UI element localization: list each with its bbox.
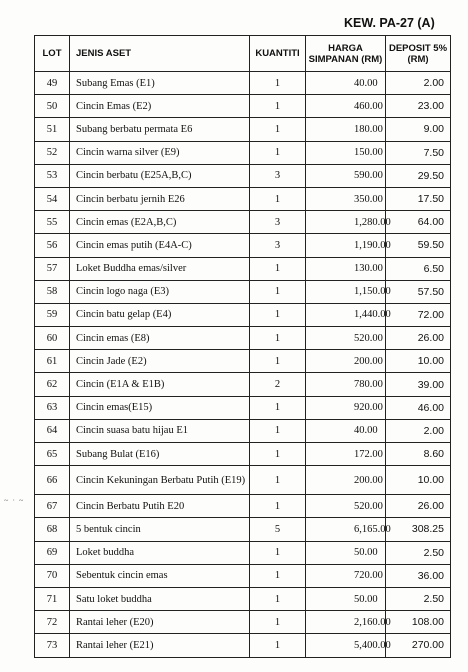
lot-cell: 66: [35, 466, 70, 495]
asset-name-cell: Cincin Emas (E2): [70, 95, 250, 118]
lot-cell: 58: [35, 280, 70, 303]
deposit-cell: 270.00: [386, 634, 451, 657]
price-cell: 1,280.00: [306, 211, 386, 234]
quantity-cell: 1: [250, 72, 306, 95]
asset-name-cell: Cincin emas (E8): [70, 327, 250, 350]
asset-name-cell: 5 bentuk cincin: [70, 518, 250, 541]
asset-name-cell: Sebentuk cincin emas: [70, 564, 250, 587]
lot-cell: 67: [35, 495, 70, 518]
deposit-cell: 308.25: [386, 518, 451, 541]
table-row: [35, 611, 451, 634]
deposit-cell: 29.50: [386, 164, 451, 187]
deposit-cell: 36.00: [386, 564, 451, 587]
deposit-cell: 46.00: [386, 396, 451, 419]
table-row: [35, 541, 451, 564]
quantity-cell: 1: [250, 495, 306, 518]
lot-cell: 50: [35, 95, 70, 118]
deposit-cell: 7.50: [386, 141, 451, 164]
lot-cell: 56: [35, 234, 70, 257]
deposit-cell: 6.50: [386, 257, 451, 280]
table-row: [35, 564, 451, 587]
table-row: [35, 518, 451, 541]
asset-name-cell: Subang Emas (E1): [70, 72, 250, 95]
deposit-cell: 9.00: [386, 118, 451, 141]
table-row: [35, 164, 451, 187]
lot-cell: 71: [35, 587, 70, 610]
price-cell: 172.00: [306, 443, 386, 466]
deposit-cell: 72.00: [386, 303, 451, 326]
lot-cell: 68: [35, 518, 70, 541]
asset-name-cell: Satu loket buddha: [70, 587, 250, 610]
table-row: [35, 587, 451, 610]
table-row: [35, 634, 451, 657]
deposit-cell: 26.00: [386, 327, 451, 350]
lot-cell: 60: [35, 327, 70, 350]
lot-cell: 73: [35, 634, 70, 657]
deposit-cell: 59.50: [386, 234, 451, 257]
asset-name-cell: Cincin (E1A & E1B): [70, 373, 250, 396]
price-cell: 50.00: [306, 587, 386, 610]
table-row: [35, 95, 451, 118]
quantity-cell: 1: [250, 118, 306, 141]
deposit-cell: 10.00: [386, 466, 451, 495]
deposit-cell: 2.00: [386, 72, 451, 95]
price-cell: 780.00: [306, 373, 386, 396]
asset-name-cell: Cincin suasa batu hijau E1: [70, 419, 250, 442]
price-cell: 40.00: [306, 419, 386, 442]
deposit-cell: 2.00: [386, 419, 451, 442]
quantity-cell: 1: [250, 541, 306, 564]
header-kuantiti: KUANTITI: [250, 36, 306, 72]
deposit-cell: 108.00: [386, 611, 451, 634]
lot-cell: 55: [35, 211, 70, 234]
quantity-cell: 1: [250, 303, 306, 326]
price-cell: 920.00: [306, 396, 386, 419]
deposit-cell: 39.00: [386, 373, 451, 396]
lot-cell: 70: [35, 564, 70, 587]
quantity-cell: 2: [250, 373, 306, 396]
header-row: [35, 36, 451, 72]
table-row: [35, 419, 451, 442]
table-row: [35, 280, 451, 303]
table-row: [35, 443, 451, 466]
header-harga-simpanan: HARGA SIMPANAN (RM): [306, 36, 386, 72]
price-cell: 6,165.00: [306, 518, 386, 541]
deposit-cell: 2.50: [386, 541, 451, 564]
lot-cell: 52: [35, 141, 70, 164]
table-row: [35, 303, 451, 326]
quantity-cell: 1: [250, 634, 306, 657]
deposit-cell: 10.00: [386, 350, 451, 373]
quantity-cell: 1: [250, 280, 306, 303]
price-cell: 590.00: [306, 164, 386, 187]
lot-cell: 61: [35, 350, 70, 373]
table-row: [35, 495, 451, 518]
asset-name-cell: Cincin Kekuningan Berbatu Putih (E19): [70, 466, 250, 495]
price-cell: 2,160.00: [306, 611, 386, 634]
quantity-cell: 1: [250, 611, 306, 634]
price-cell: 1,440.00: [306, 303, 386, 326]
price-cell: 1,190.00: [306, 234, 386, 257]
deposit-cell: 17.50: [386, 187, 451, 210]
table-row: [35, 118, 451, 141]
deposit-cell: 57.50: [386, 280, 451, 303]
asset-name-cell: Cincin emas putih (E4A-C): [70, 234, 250, 257]
price-cell: 180.00: [306, 118, 386, 141]
quantity-cell: 1: [250, 419, 306, 442]
quantity-cell: 3: [250, 234, 306, 257]
header-jenis-aset: JENIS ASET: [70, 36, 250, 72]
quantity-cell: 1: [250, 141, 306, 164]
table-row: [35, 396, 451, 419]
scan-artifact: ~ · ~: [4, 496, 25, 505]
lot-cell: 63: [35, 396, 70, 419]
table-row: [35, 187, 451, 210]
lot-cell: 53: [35, 164, 70, 187]
lot-cell: 59: [35, 303, 70, 326]
asset-name-cell: Cincin emas (E2A,B,C): [70, 211, 250, 234]
price-cell: 150.00: [306, 141, 386, 164]
header-lot: LOT: [35, 36, 70, 72]
quantity-cell: 1: [250, 396, 306, 419]
quantity-cell: 1: [250, 95, 306, 118]
asset-table: [34, 35, 451, 658]
price-cell: 130.00: [306, 257, 386, 280]
quantity-cell: 1: [250, 443, 306, 466]
lot-cell: 69: [35, 541, 70, 564]
form-code: KEW. PA-27 (A): [344, 16, 435, 30]
lot-cell: 57: [35, 257, 70, 280]
asset-name-cell: Cincin Jade (E2): [70, 350, 250, 373]
lot-cell: 65: [35, 443, 70, 466]
table-row: [35, 327, 451, 350]
price-cell: 200.00: [306, 350, 386, 373]
asset-name-cell: Rantai leher (E21): [70, 634, 250, 657]
asset-name-cell: Subang Bulat (E16): [70, 443, 250, 466]
lot-cell: 54: [35, 187, 70, 210]
quantity-cell: 1: [250, 350, 306, 373]
asset-name-cell: Subang berbatu permata E6: [70, 118, 250, 141]
asset-name-cell: Cincin berbatu jernih E26: [70, 187, 250, 210]
price-cell: 1,150.00: [306, 280, 386, 303]
quantity-cell: 1: [250, 564, 306, 587]
asset-name-cell: Loket buddha: [70, 541, 250, 564]
price-cell: 720.00: [306, 564, 386, 587]
quantity-cell: 1: [250, 466, 306, 495]
price-cell: 40.00: [306, 72, 386, 95]
table-row: [35, 466, 451, 495]
asset-name-cell: Loket Buddha emas/silver: [70, 257, 250, 280]
lot-cell: 62: [35, 373, 70, 396]
asset-table-body: [35, 72, 451, 658]
quantity-cell: 3: [250, 211, 306, 234]
asset-name-cell: Cincin berbatu (E25A,B,C): [70, 164, 250, 187]
quantity-cell: 1: [250, 187, 306, 210]
lot-cell: 51: [35, 118, 70, 141]
quantity-cell: 1: [250, 257, 306, 280]
deposit-cell: 2.50: [386, 587, 451, 610]
asset-name-cell: Cincin emas(E15): [70, 396, 250, 419]
lot-cell: 72: [35, 611, 70, 634]
price-cell: 350.00: [306, 187, 386, 210]
quantity-cell: 1: [250, 587, 306, 610]
deposit-cell: 26.00: [386, 495, 451, 518]
table-row: [35, 72, 451, 95]
price-cell: 200.00: [306, 466, 386, 495]
asset-name-cell: Cincin Berbatu Putih E20: [70, 495, 250, 518]
quantity-cell: 5: [250, 518, 306, 541]
table-row: [35, 373, 451, 396]
table-row: [35, 141, 451, 164]
price-cell: 50.00: [306, 541, 386, 564]
deposit-cell: 64.00: [386, 211, 451, 234]
lot-cell: 64: [35, 419, 70, 442]
quantity-cell: 1: [250, 327, 306, 350]
deposit-cell: 8.60: [386, 443, 451, 466]
asset-name-cell: Rantai leher (E20): [70, 611, 250, 634]
quantity-cell: 3: [250, 164, 306, 187]
price-cell: 460.00: [306, 95, 386, 118]
asset-name-cell: Cincin warna silver (E9): [70, 141, 250, 164]
header-deposit: DEPOSIT 5% (RM): [386, 36, 451, 72]
lot-cell: 49: [35, 72, 70, 95]
table-row: [35, 234, 451, 257]
table-row: [35, 211, 451, 234]
deposit-cell: 23.00: [386, 95, 451, 118]
price-cell: 520.00: [306, 327, 386, 350]
table-row: [35, 350, 451, 373]
asset-name-cell: Cincin batu gelap (E4): [70, 303, 250, 326]
price-cell: 520.00: [306, 495, 386, 518]
table-row: [35, 257, 451, 280]
price-cell: 5,400.00: [306, 634, 386, 657]
asset-name-cell: Cincin logo naga (E3): [70, 280, 250, 303]
